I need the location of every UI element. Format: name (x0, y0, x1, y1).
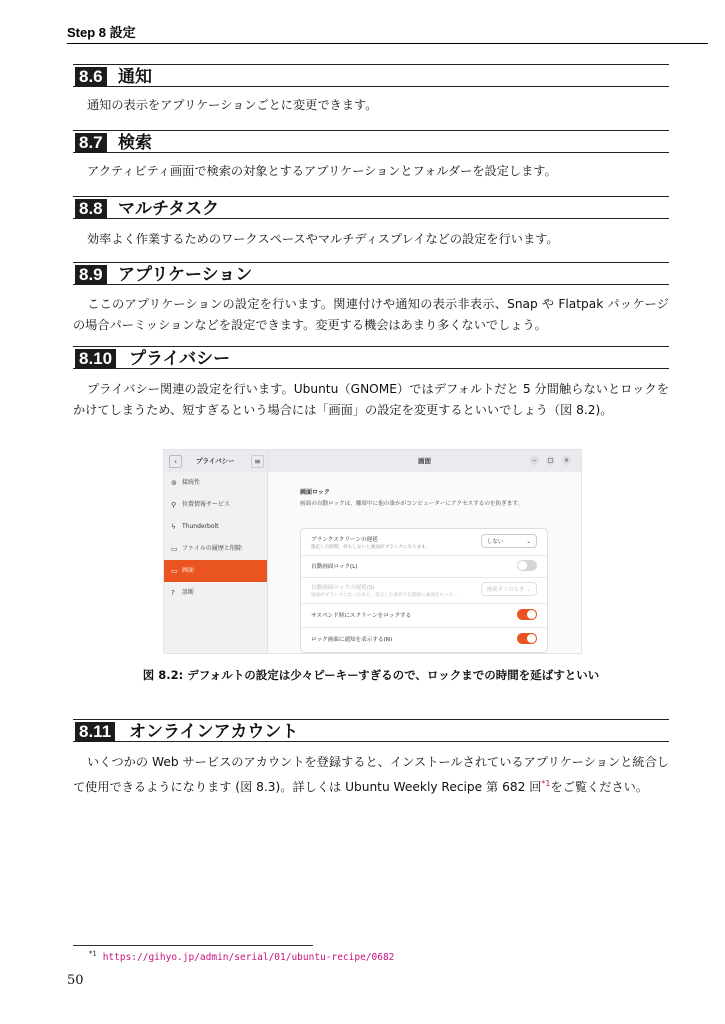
section-number: 8.6 (75, 67, 107, 87)
sidebar-item-label: 接続性 (182, 479, 201, 486)
footnote-rule (73, 945, 313, 946)
section-body-8-8: 効率よく作業するためのワークスペースやマルチディスプレイなどの設定を行います。 (87, 232, 559, 246)
section-title: マルチタスク (118, 199, 220, 219)
connectivity-icon: ⊚ (171, 479, 177, 487)
row-label: ブランクスクリーンの遅延 (311, 537, 378, 543)
section-body-8-7: アクティビティ画面で検索の対象とするアプリケーションとフォルダーを設定します。 (87, 164, 557, 178)
screen-lock-title: 画面ロック (300, 489, 330, 496)
section-heading-8-9 (73, 262, 669, 285)
section-title: 検索 (118, 133, 152, 153)
sidebar-item-screen[interactable] (164, 560, 267, 582)
chevron-down-icon: ⌄ (526, 587, 531, 593)
footnote-mark: *1 (89, 950, 97, 958)
footnote (89, 950, 394, 963)
screen-lock-description: 画面の自動ロックは、離席中に他の誰かがコンピューターにアクセスするのを防ぎます。 (300, 501, 524, 507)
lock-on-suspend-toggle[interactable] (517, 609, 537, 620)
settings-main-pane (268, 450, 581, 653)
section-title: アプリケーション (118, 265, 253, 285)
section-heading-8-8 (73, 196, 669, 219)
lock-screen-notifications-row (301, 627, 547, 651)
sidebar-item-diagnostics[interactable] (164, 582, 267, 604)
figure-caption: 図 8.2: デフォルトの設定は少々ピーキーすぎるので、ロックまでの時間を延ばすといい (142, 668, 600, 682)
window-title: 画面 (418, 457, 431, 465)
section-number: 8.8 (75, 199, 107, 219)
row-subtitle: 指定した時間、何もしないと画面がブランクになります。 (311, 545, 430, 550)
sidebar-item-connectivity[interactable] (164, 472, 267, 494)
section-heading-8-11 (73, 719, 669, 742)
section-body-8-10: プライバシー関連の設定を行います。Ubuntu（GNOME）ではデフォルトだと 5 分間触らないとロックをかけてしまうため、短すぎるという場合には「画面」の設定を変更するといいでしょう（図 8.2)。 (73, 382, 669, 417)
sidebar-item-label: ファイルの履歴と削除 (182, 545, 242, 552)
section-body-8-11: いくつかの Web サービスのアカウントを登録すると、インストールされているアプリケーションと統合して使用できるようになります (図 8.3)。詳しくは Ubuntu Weekly Recipe 第 682 回$^{*1}$をご覧ください。 (73, 755, 669, 795)
row-label: サスペンド時にスクリーンをロックする (311, 613, 412, 619)
window-header (268, 450, 581, 472)
section-number: 8.10 (75, 349, 116, 369)
row-label: ロック画面に通知を表示する(N) (311, 637, 393, 643)
maximize-button[interactable]: □ (547, 457, 554, 464)
section-number: 8.7 (75, 133, 107, 153)
footnote-url[interactable]: https://gihyo.jp/admin/serial/01/ubuntu-recipe/0682 (102, 952, 395, 964)
row-label: 自動画面ロック(L) (311, 564, 358, 570)
blank-delay-dropdown[interactable]: しない ⌄ (481, 534, 537, 548)
section-body-8-9: ここのアプリケーションの設定を行います。関連付けや通知の表示非表示、Snap や Flatpak パッケージの場合パーミッションなどを設定できます。変更する機会はあまり多くないでしょう。 (73, 297, 669, 332)
sidebar-item-label: 診断 (182, 589, 195, 596)
screen-icon: ▭ (171, 567, 178, 575)
page-number: 50 (67, 973, 84, 988)
sidebar-item-thunderbolt[interactable] (164, 516, 267, 538)
folder-icon: ▭ (171, 545, 178, 553)
sidebar-header (164, 450, 267, 472)
running-head: Step 8 設定 (67, 25, 136, 40)
minimize-button[interactable]: – (530, 456, 539, 465)
thunderbolt-icon: ϟ (171, 523, 176, 531)
lock-on-suspend-row (301, 603, 547, 628)
diagnostics-icon: ? (171, 589, 175, 597)
lock-screen-notifications-toggle[interactable] (517, 633, 537, 644)
location-icon: ⚲ (171, 501, 177, 509)
auto-lock-row (301, 555, 547, 578)
section-heading-8-7 (73, 130, 669, 153)
section-number: 8.9 (75, 265, 107, 285)
sidebar-item-file-history[interactable] (164, 538, 267, 560)
sidebar-item-label: 位置情報サービス (182, 501, 231, 508)
auto-lock-delay-row (301, 577, 547, 604)
sidebar-item-location[interactable] (164, 494, 267, 516)
back-icon[interactable]: ‹ (169, 455, 182, 468)
sidebar-item-label: 画面 (182, 567, 195, 574)
menu-icon[interactable]: ≡ (251, 455, 264, 468)
auto-lock-delay-dropdown[interactable]: 画面オフのとき ⌄ (481, 582, 537, 596)
sidebar-title: プライバシー (196, 457, 235, 465)
chevron-down-icon: ⌄ (526, 539, 531, 545)
sidebar-item-label: Thunderbolt (182, 523, 219, 530)
header-rule (67, 43, 708, 44)
auto-lock-toggle[interactable] (517, 560, 537, 571)
section-heading-8-6 (73, 64, 669, 87)
settings-sidebar (164, 450, 268, 653)
row-label: 自動画面ロックの遅延(S) (311, 585, 375, 591)
row-subtitle: 画面がブランクになったあと、設定した条件で自動的に画面をロック... (311, 593, 458, 598)
settings-screenshot (163, 449, 582, 654)
section-title: 通知 (118, 67, 152, 87)
section-title: プライバシー (129, 349, 231, 369)
settings-card (300, 528, 548, 653)
blank-screen-delay-row (301, 529, 547, 556)
footnote-ref[interactable]: *1 (541, 779, 551, 788)
section-heading-8-10 (73, 346, 669, 369)
section-number: 8.11 (75, 722, 115, 742)
close-button[interactable]: × (563, 457, 570, 464)
section-body-8-6: 通知の表示をアプリケーションごとに変更できます。 (87, 98, 378, 112)
section-title: オンラインアカウント (129, 722, 299, 742)
